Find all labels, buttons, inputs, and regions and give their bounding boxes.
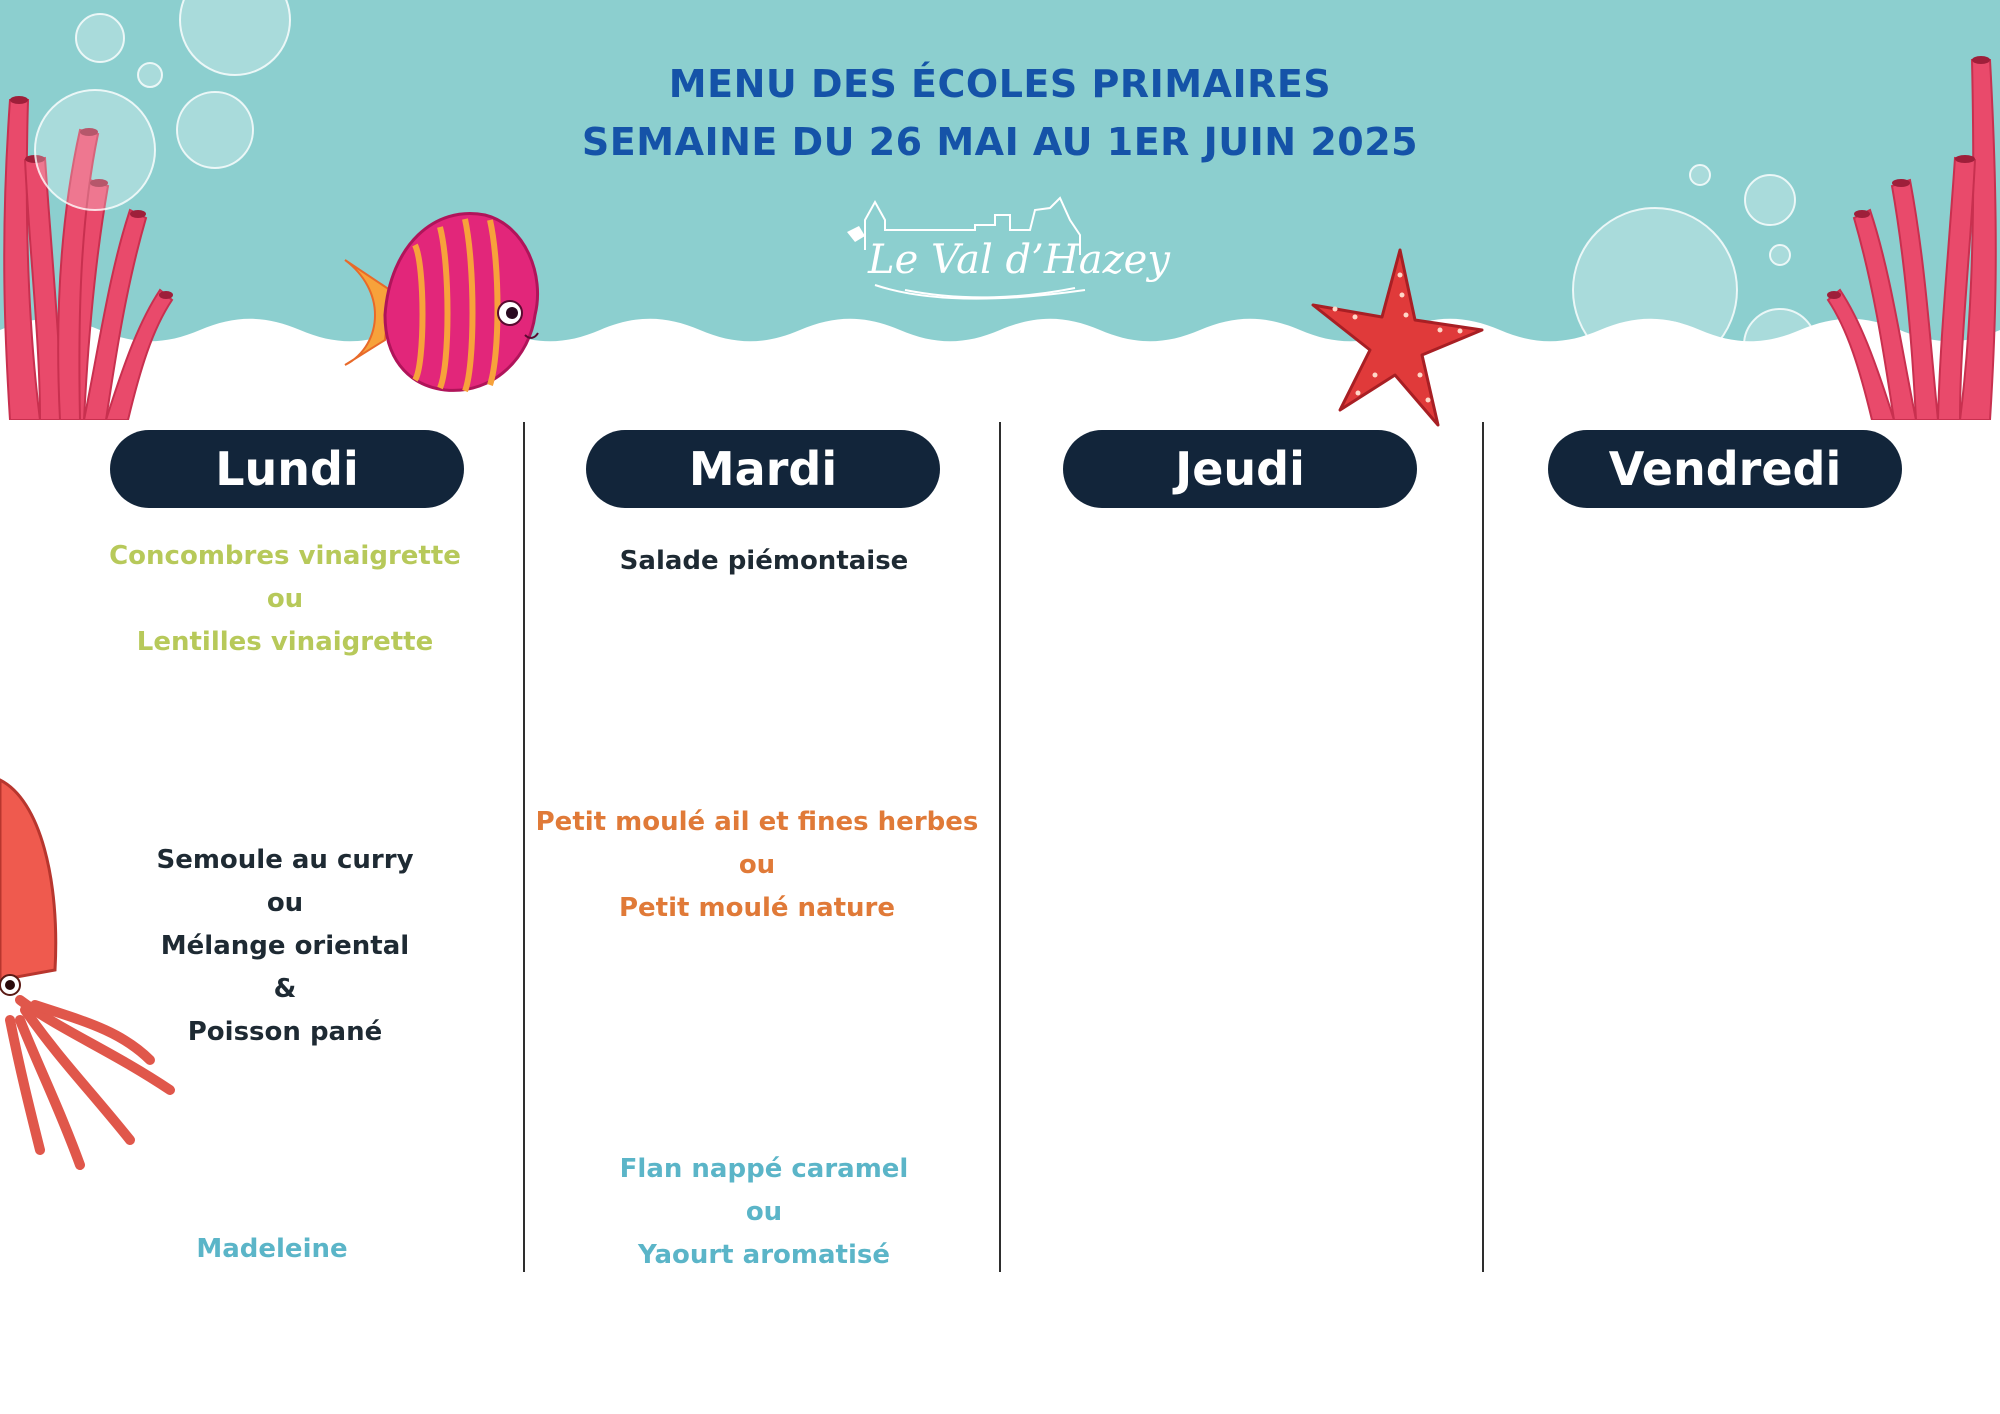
mardi-dessert	[564, 1148, 964, 1277]
menu-item: Petit moulé nature	[618, 893, 896, 923]
day-pill-mardi: Mardi	[586, 430, 940, 508]
logo-text: Le Val d’Hazey	[868, 237, 1170, 283]
column-divider	[999, 422, 1001, 1272]
menu-separator: ou	[745, 1197, 783, 1227]
title-line-2: SEMAINE DU 26 MAI AU 1ER JUIN 2025	[581, 120, 1419, 164]
menu-item: Petit moulé ail et fines herbes	[535, 807, 979, 837]
menu-separator: &	[273, 974, 297, 1004]
column-divider	[1482, 422, 1484, 1272]
day-pill-vendredi: Vendredi	[1548, 430, 1902, 508]
menu-item: Salade piémontaise	[619, 546, 909, 576]
menu-separator: ou	[266, 888, 304, 918]
mardi-entree	[564, 540, 964, 583]
menu-item: Flan nappé caramel	[619, 1154, 909, 1184]
menu-separator: ou	[266, 584, 304, 614]
menu-item: Concombres vinaigrette	[109, 541, 461, 571]
column-divider	[523, 422, 525, 1272]
lundi-dessert	[72, 1228, 472, 1271]
menu-item: Semoule au curry	[156, 845, 414, 875]
menu-item: Madeleine	[196, 1234, 348, 1264]
lundi-entree	[85, 535, 485, 664]
lundi-plat	[85, 839, 485, 1054]
menu-item: Yaourt aromatisé	[638, 1240, 890, 1270]
menu-separator: ou	[738, 850, 776, 880]
day-pill-jeudi: Jeudi	[1063, 430, 1417, 508]
mardi-fromage	[532, 801, 982, 930]
starfish-icon	[1310, 245, 1485, 430]
menu-item: Lentilles vinaigrette	[136, 627, 434, 657]
day-pill-lundi: Lundi	[110, 430, 464, 508]
title-line-1: MENU DES ÉCOLES PRIMAIRES	[668, 62, 1332, 106]
menu-item: Mélange oriental	[160, 931, 410, 961]
menu-item: Poisson pané	[187, 1017, 383, 1047]
fish-icon	[335, 205, 545, 400]
